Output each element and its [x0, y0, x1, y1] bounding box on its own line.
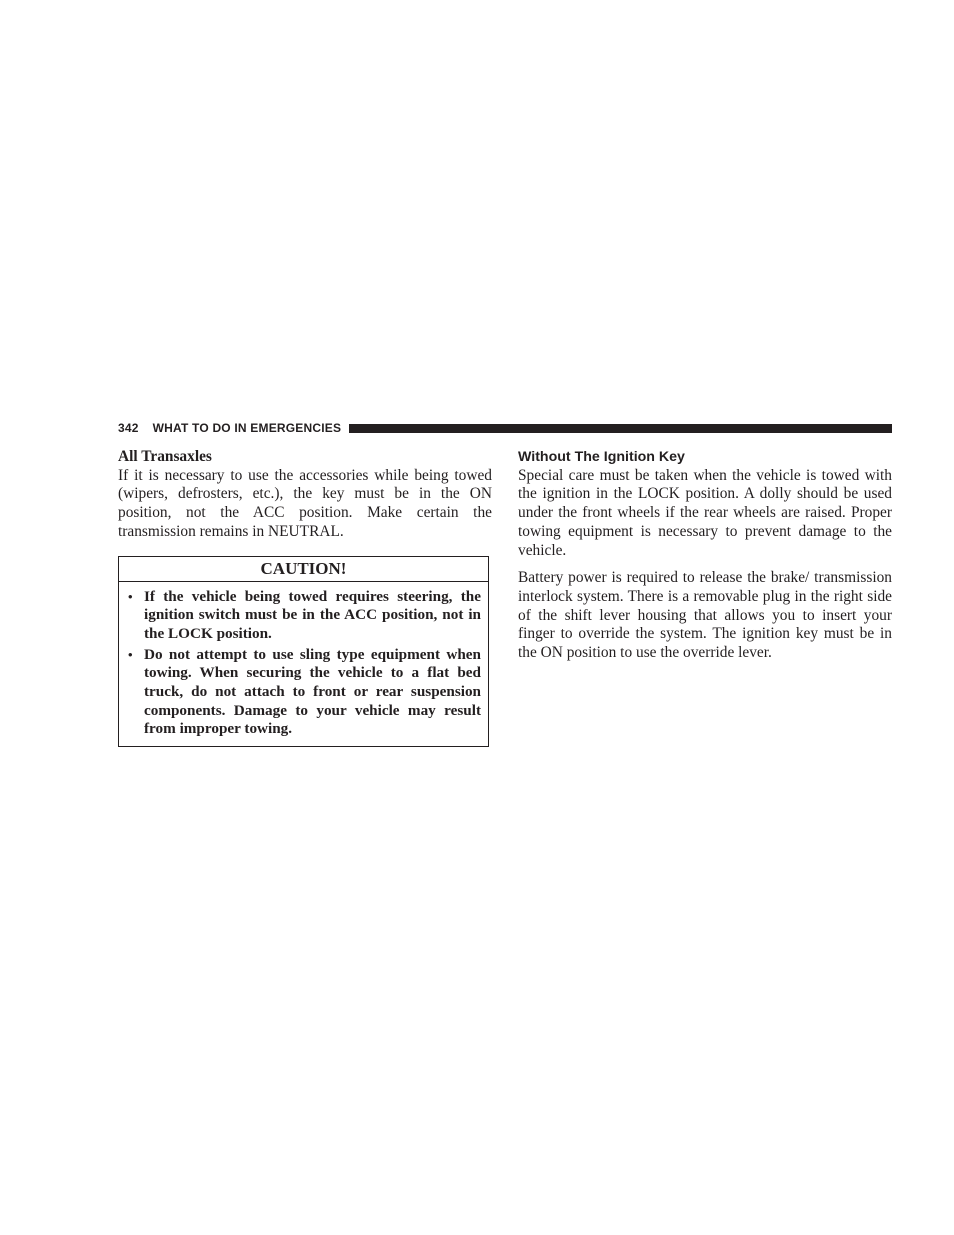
paragraph-special-care: Special care must be taken when the vehicle is towed with the ignition in the LOCK position. A dolly should be used under the front wheels if the rear wheels are raised. Proper towing equipment is necessary to prevent damage to the vehicle.	[518, 466, 892, 559]
caution-item-text: Do not attempt to use sling type equipment when towing. When securing the vehicle to a flat bed truck, do not attach to front or rear suspension components. Damage to your vehicle may result from improper towing.	[144, 645, 481, 738]
caution-item-text: If the vehicle being towed requires steering, the ignition switch must be in the ACC position, not in the LOCK position.	[144, 587, 481, 642]
paragraph-battery-power: Battery power is required to release the brake/ transmission interlock system. There is a removable plug in the right side of the shift lever housing that allows you to insert your finger to override the system. The ignition key must be in the ON position to use the override lever.	[518, 569, 892, 662]
paragraph-accessories: If it is necessary to use the accessories while being towed (wipers, defrosters, etc.), the key must be in the ON position, not the ACC position. Make certain the transmission remains in NEUTRAL.	[118, 466, 492, 540]
bullet-icon: •	[128, 588, 133, 604]
page-number: 342	[118, 421, 139, 435]
caution-item	[128, 646, 481, 740]
caution-list	[119, 582, 488, 747]
right-column	[518, 448, 892, 663]
section-title: WHAT TO DO IN EMERGENCIES	[152, 421, 342, 435]
heading-without-ignition-key: Without The Ignition Key	[518, 449, 685, 465]
caution-item	[128, 588, 481, 644]
header-rule	[349, 424, 892, 433]
caution-title: CAUTION!	[119, 557, 488, 582]
bullet-icon: •	[128, 646, 133, 662]
left-column	[118, 448, 492, 747]
page-header	[118, 420, 892, 436]
heading-all-transaxles: All Transaxles	[118, 448, 212, 465]
caution-box	[118, 556, 489, 748]
